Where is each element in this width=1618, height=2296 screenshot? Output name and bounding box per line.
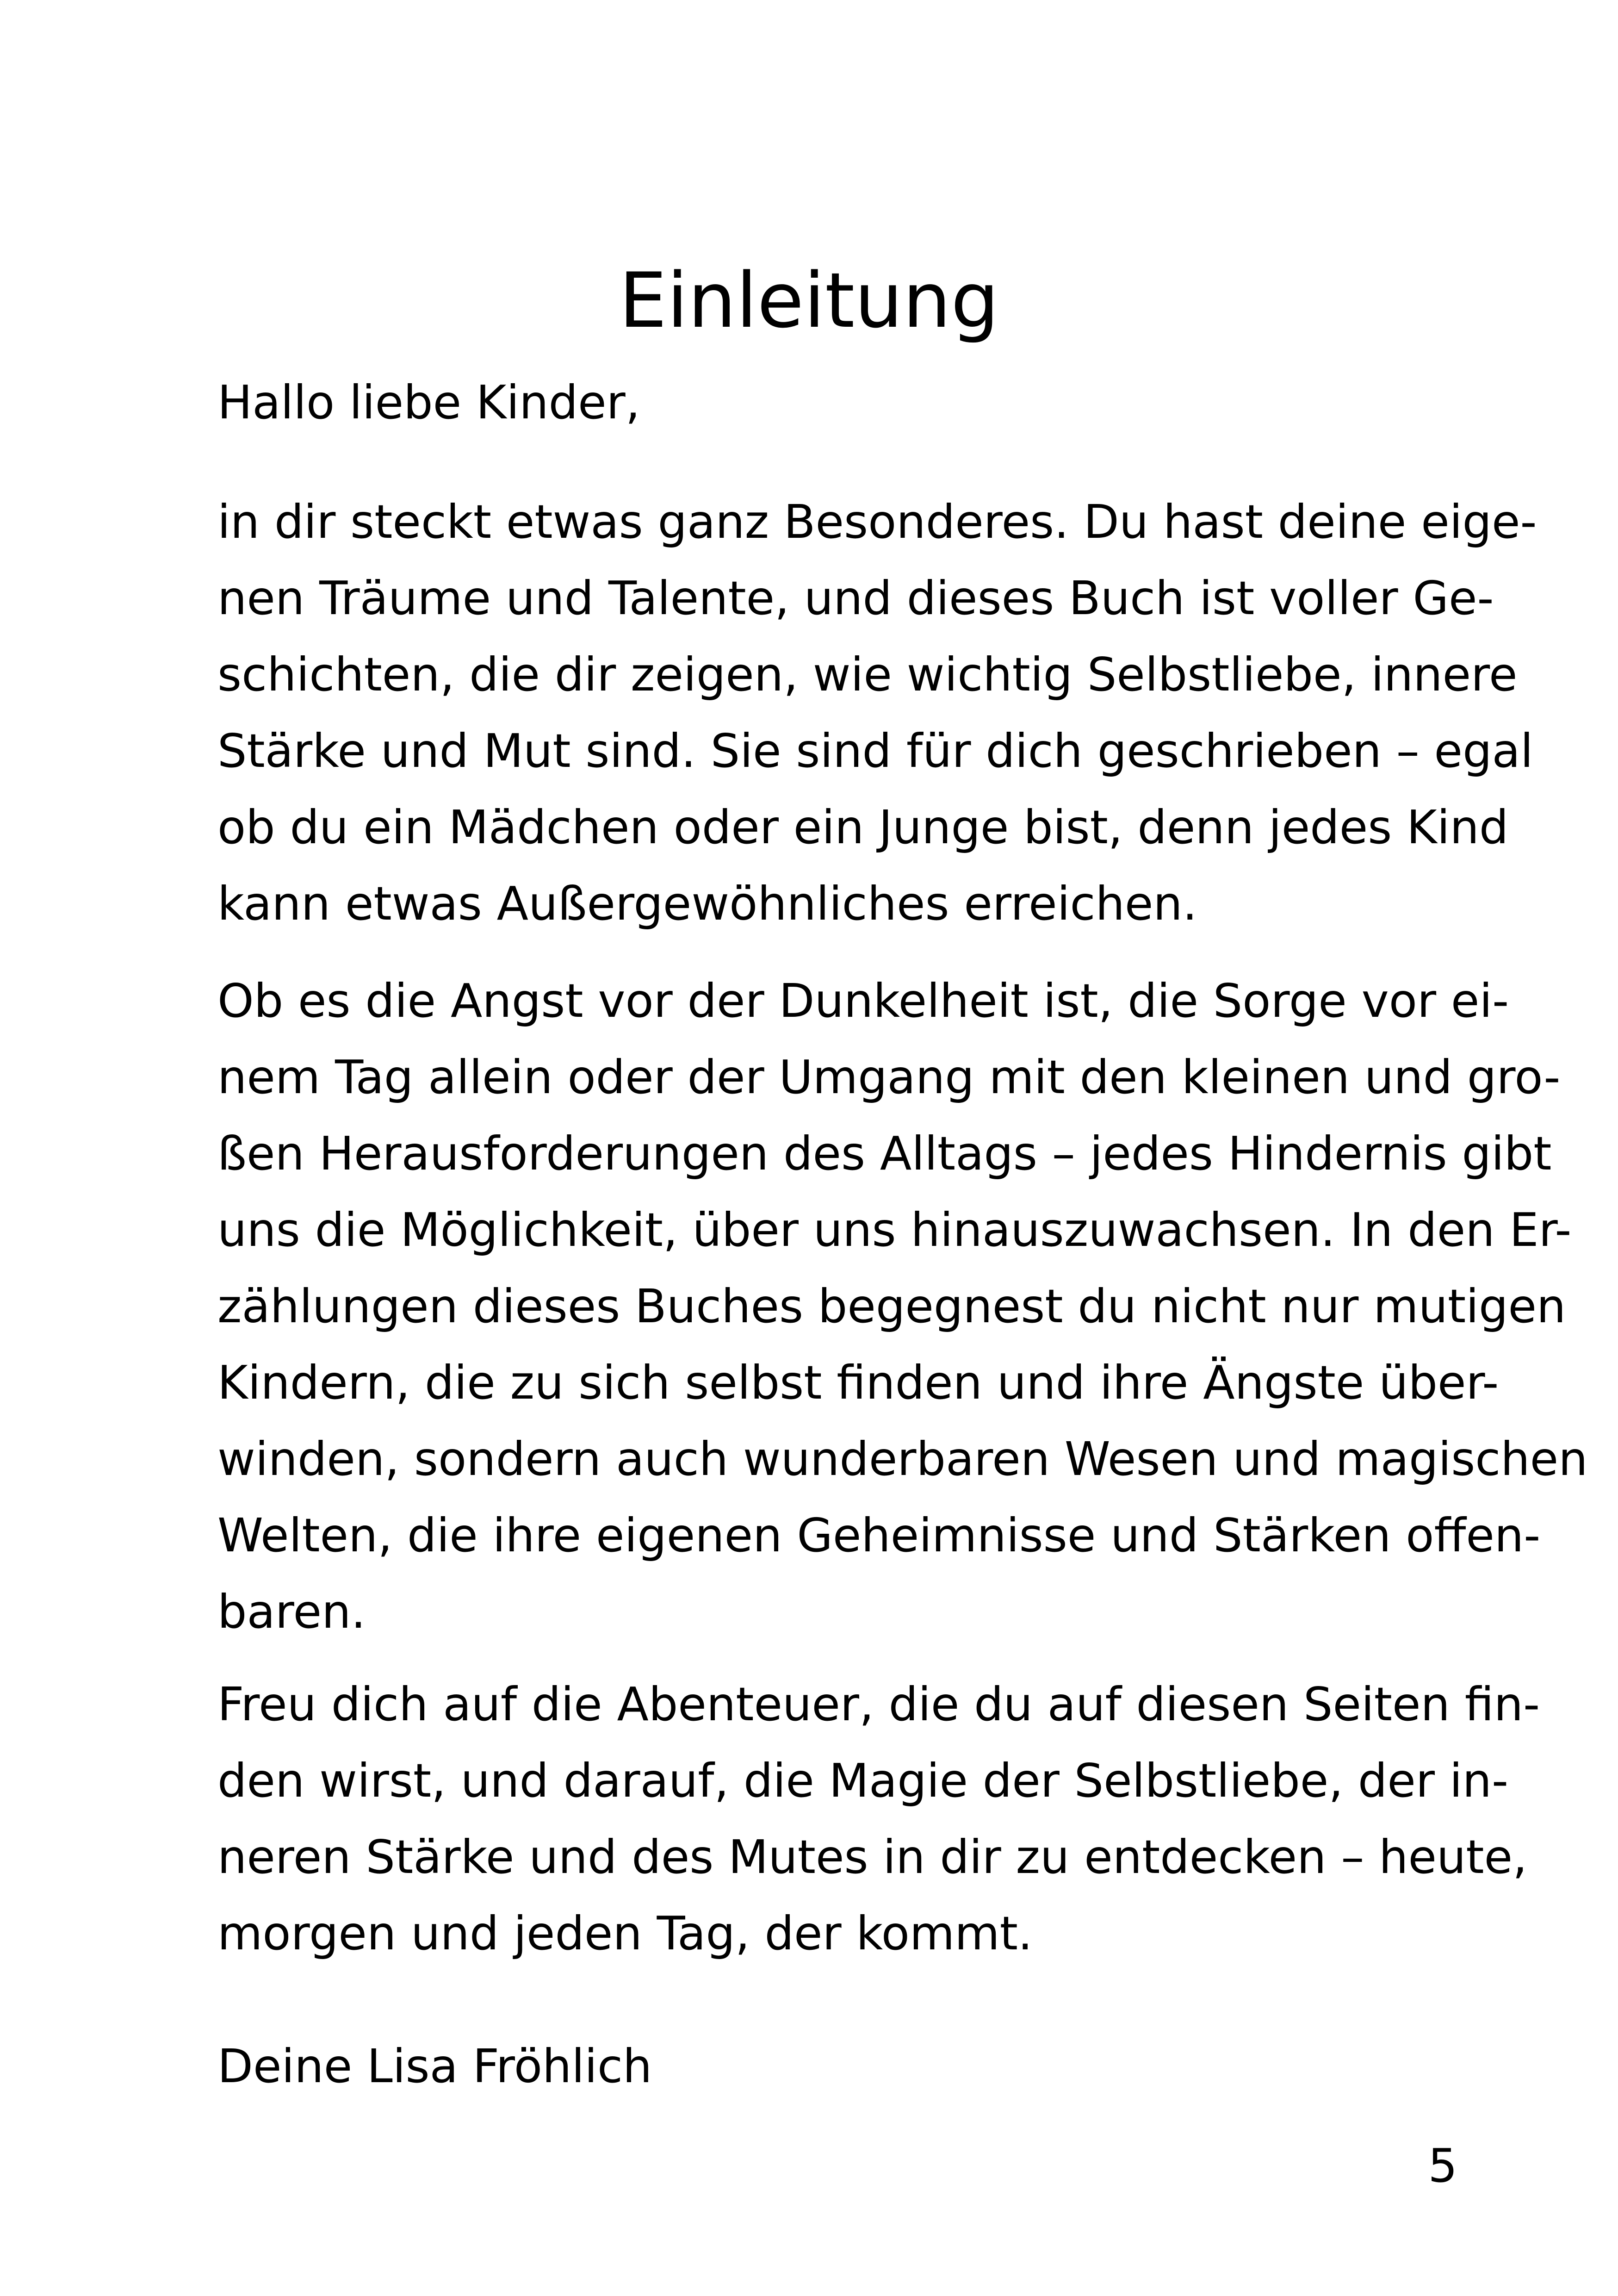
paragraph-line: ßen Herausforderungen des Alltags – jedes Hindernis gibt xyxy=(217,1126,1552,1181)
paragraph-line: ob du ein Mädchen oder ein Junge bist, denn jedes Kind xyxy=(217,800,1509,854)
paragraph-line: morgen und jeden Tag, der kommt. xyxy=(217,1906,1033,1960)
paragraph-line: neren Stärke und des Mutes in dir zu entdecken – heute, xyxy=(217,1830,1527,1884)
paragraph-line: den wirst, und darauf, die Magie der Selbstliebe, der in- xyxy=(217,1754,1509,1808)
paragraph-line: Freu dich auf die Abenteuer, die du auf diesen Seiten fin- xyxy=(217,1677,1540,1731)
paragraph-line: Ob es die Angst vor der Dunkelheit ist, die Sorge vor ei- xyxy=(217,974,1509,1028)
signature: Deine Lisa Fröhlich xyxy=(217,2039,652,2093)
paragraph-line: nem Tag allein oder der Umgang mit den kleinen und gro- xyxy=(217,1050,1561,1104)
paragraph-line: baren. xyxy=(217,1585,366,1639)
paragraph-3 xyxy=(217,1666,1540,1972)
paragraph-line: winden, sondern auch wunderbaren Wesen und magischen xyxy=(217,1432,1588,1486)
paragraph-line: schichten, die dir zeigen, wie wichtig Selbstliebe, innere xyxy=(217,647,1518,702)
paragraph-line: zählungen dieses Buches begegnest du nicht nur mutigen xyxy=(217,1279,1566,1333)
paragraph-1 xyxy=(217,484,1537,942)
paragraph-line: Stärke und Mut sind. Sie sind für dich geschrieben – egal xyxy=(217,724,1533,778)
paragraph-line: nen Träume und Talente, und dieses Buch ist voller Ge- xyxy=(217,571,1494,625)
paragraph-line: uns die Möglichkeit, über uns hinauszuwachsen. In den Er- xyxy=(217,1203,1572,1257)
page-title: Einleitung xyxy=(619,256,999,345)
greeting: Hallo liebe Kinder, xyxy=(217,375,640,429)
paragraph-line: Welten, die ihre eigenen Geheimnisse und Stärken offen- xyxy=(217,1508,1541,1562)
paragraph-line: Kindern, die zu sich selbst finden und ihre Ängste über- xyxy=(217,1356,1499,1410)
paragraph-line: kann etwas Außergewöhnliches erreichen. xyxy=(217,877,1197,931)
paragraph-2 xyxy=(217,963,1588,1650)
page-number: 5 xyxy=(1428,2139,1457,2193)
paragraph-line: in dir steckt etwas ganz Besonderes. Du hast deine eige- xyxy=(217,495,1537,549)
